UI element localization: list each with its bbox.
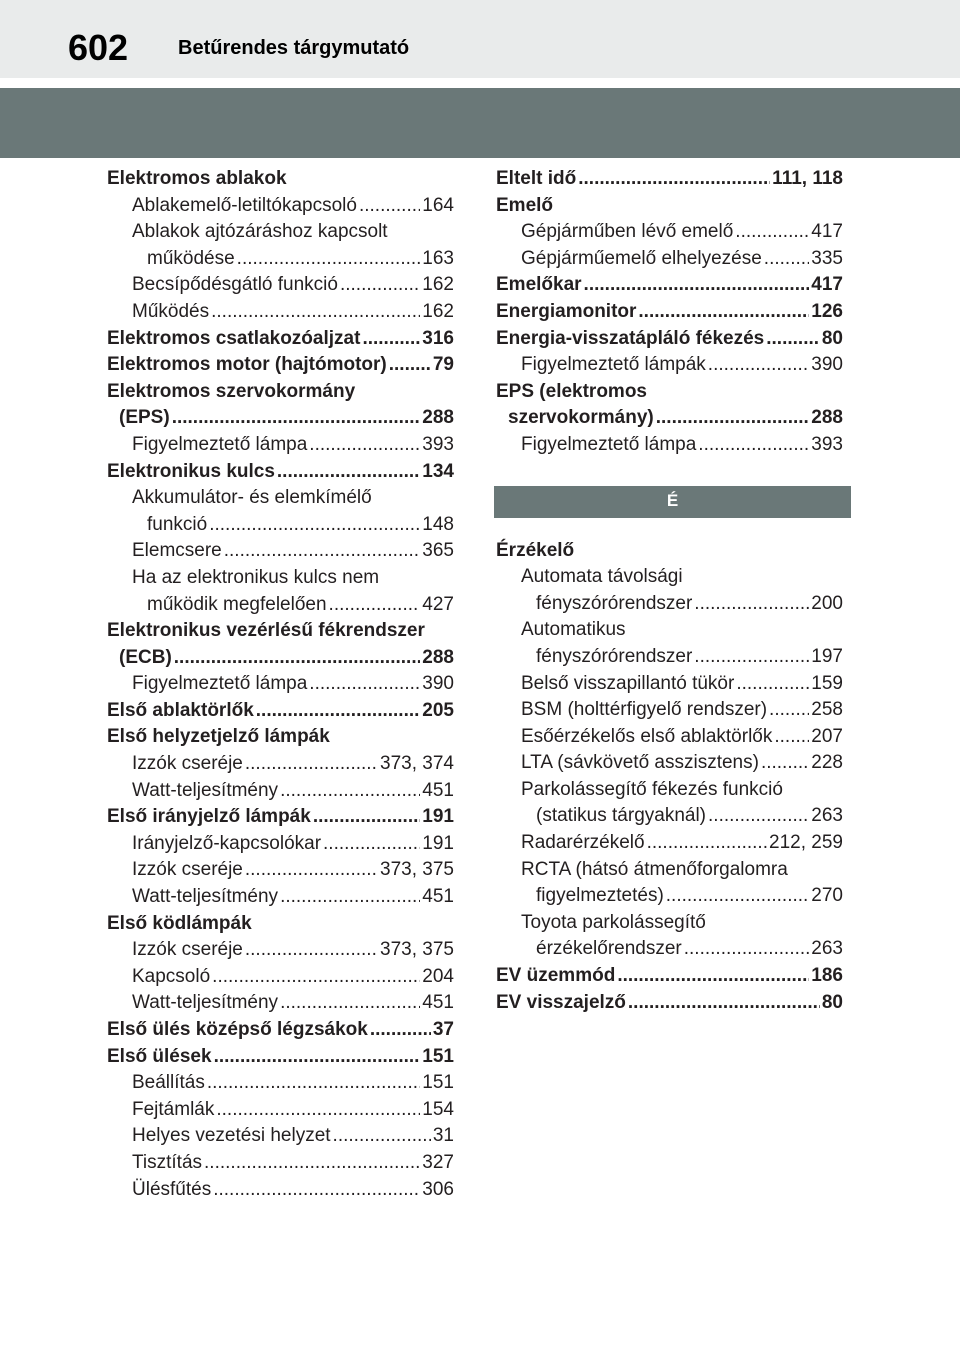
dot-leader (329, 592, 421, 619)
index-entry (496, 671, 843, 698)
index-term: Elektromos szervokormány (107, 380, 356, 402)
page-reference: 373, 375 (380, 859, 454, 881)
dot-leader (617, 963, 809, 990)
dot-leader (638, 299, 809, 326)
section-letter-band: É (494, 486, 851, 518)
index-entry (107, 592, 454, 619)
index-entry (107, 645, 454, 672)
index-term: Irányjelző-kapcsolókar (132, 832, 322, 854)
index-term: Ha az elektronikus kulcs nem (132, 566, 380, 588)
index-entry (496, 883, 843, 910)
index-entry (107, 618, 454, 645)
index-term: Első ködlámpák (107, 912, 252, 934)
index-entry (496, 697, 843, 724)
index-column-right (496, 166, 843, 1016)
dot-leader (774, 724, 809, 751)
dot-leader (224, 538, 421, 565)
dot-leader (209, 512, 420, 539)
index-entry (107, 671, 454, 698)
dot-leader (214, 1044, 421, 1071)
index-term: Automata távolsági (521, 566, 683, 588)
index-term: Helyes vezetési helyzet (132, 1125, 331, 1147)
dot-leader (280, 990, 420, 1017)
page-reference: 393 (811, 433, 843, 455)
page-reference: 417 (811, 221, 843, 243)
page-reference: 191 (422, 832, 454, 854)
index-term: Akkumulátor- és elemkímélő (132, 487, 372, 509)
index-entry (107, 512, 454, 539)
dot-leader (207, 1070, 420, 1097)
dot-leader (216, 1097, 420, 1124)
index-entry (496, 963, 843, 990)
index-entry (496, 591, 843, 618)
page-reference: 451 (422, 779, 454, 801)
page-reference: 270 (811, 885, 843, 907)
index-term: szervokormány) (508, 407, 654, 429)
index-entry (107, 698, 454, 725)
index-entry (107, 299, 454, 326)
page-reference: 263 (811, 938, 843, 960)
index-term: Automatikus (521, 619, 626, 641)
page-reference: 373, 375 (380, 939, 454, 961)
index-term: Figyelmeztető lámpák (521, 354, 706, 376)
dot-leader (237, 246, 421, 273)
page-reference: 263 (811, 805, 843, 827)
index-entry (496, 326, 843, 353)
index-entry (496, 219, 843, 246)
page-reference: 327 (422, 1151, 454, 1173)
index-term: (EPS) (119, 407, 170, 429)
index-term: Figyelmeztető lámpa (521, 433, 697, 455)
index-entry (496, 352, 843, 379)
page-reference: 205 (422, 699, 454, 721)
dot-leader (769, 697, 809, 724)
index-term: Gépjárműben lévő emelő (521, 221, 734, 243)
index-term: Watt-teljesítmény (132, 886, 279, 908)
index-term: Belső visszapillantó tükör (521, 672, 735, 694)
page-reference: 80 (821, 327, 843, 349)
index-entry (107, 1097, 454, 1124)
page-reference: 335 (811, 247, 843, 269)
index-term: Elektronikus kulcs (107, 460, 275, 482)
page-reference: 151 (422, 1045, 454, 1067)
index-entry (107, 352, 454, 379)
index-entry (496, 750, 843, 777)
index-term: Izzók cseréje (132, 939, 243, 961)
index-entry (107, 804, 454, 831)
dot-leader (584, 272, 810, 299)
index-term: BSM (holttérfigyelő rendszer) (521, 699, 768, 721)
index-entry (496, 166, 843, 193)
dot-leader (280, 884, 420, 911)
index-entry (107, 911, 454, 938)
header-band (0, 88, 960, 158)
index-term: Watt-teljesítmény (132, 992, 279, 1014)
index-entry (496, 724, 843, 751)
dot-leader (694, 591, 809, 618)
page-reference: 204 (422, 965, 454, 987)
index-entry (107, 724, 454, 751)
index-term: Elektromos ablakok (107, 168, 287, 189)
index-entry (496, 299, 843, 326)
index-term: fényszórórendszer (536, 592, 693, 614)
dot-leader (333, 1123, 431, 1150)
index-term: EV visszajelző (496, 991, 626, 1013)
index-column-left (107, 166, 454, 1203)
index-term: Ülésfűtés (132, 1178, 212, 1200)
index-term: Működés (132, 300, 210, 322)
dot-leader (656, 405, 810, 432)
dot-leader (578, 166, 770, 193)
index-entry (496, 857, 843, 884)
dot-leader (698, 432, 809, 459)
index-term: Parkolássegítő fékezés funkció (521, 778, 783, 800)
index-entry (107, 751, 454, 778)
index-group-e (496, 166, 843, 459)
dot-leader (766, 326, 820, 353)
page-header (0, 0, 960, 78)
page-reference: 228 (811, 752, 843, 774)
index-entry (107, 379, 454, 406)
index-entry (496, 777, 843, 804)
index-term: Ablakok ajtózáráshoz kapcsolt (132, 221, 388, 243)
index-entry (107, 1017, 454, 1044)
page-reference: 451 (422, 992, 454, 1014)
index-entry (107, 432, 454, 459)
index-entry (496, 936, 843, 963)
index-term: Toyota parkolássegítő (521, 911, 706, 933)
page-reference: 200 (811, 592, 843, 614)
index-term: Becsípődésgátló funkció (132, 274, 338, 296)
page-reference: 390 (811, 354, 843, 376)
page-title: Betűrendes tárgymutató (178, 37, 410, 59)
dot-leader (359, 193, 420, 220)
index-term: Figyelmeztető lámpa (132, 673, 308, 695)
page-reference: 164 (422, 194, 454, 216)
index-term: EPS (elektromos (496, 380, 647, 402)
index-entry (107, 219, 454, 246)
page-reference: 79 (432, 354, 454, 376)
dot-leader (309, 671, 420, 698)
dot-leader (245, 751, 378, 778)
page-reference: 393 (422, 433, 454, 455)
index-term: fényszórórendszer (536, 645, 693, 667)
page-reference: 288 (811, 407, 843, 429)
index-entry (496, 564, 843, 591)
index-term: Fejtámlák (132, 1098, 215, 1120)
index-term: Elektromos motor (hajtómotor) (107, 354, 387, 376)
index-term: Eltelt idő (496, 168, 577, 189)
page-reference: 207 (811, 725, 843, 747)
dot-leader (245, 937, 378, 964)
page-reference: 288 (422, 407, 454, 429)
index-term: Elemcsere (132, 540, 222, 562)
index-entry (496, 193, 843, 220)
index-term: működik megfelelően (147, 593, 327, 615)
index-entry (107, 1177, 454, 1204)
index-group-e-accent (496, 538, 843, 1017)
index-term: Beállítás (132, 1072, 205, 1094)
index-term: Figyelmeztető lámpa (132, 433, 308, 455)
page-reference: 288 (422, 646, 454, 668)
page-reference: 80 (821, 991, 843, 1013)
index-term: Első ülések (107, 1045, 212, 1067)
index-term: Érzékelő (496, 539, 575, 561)
index-entry (496, 272, 843, 299)
dot-leader (684, 936, 810, 963)
dot-leader (174, 645, 421, 672)
page-reference: 316 (422, 327, 454, 349)
index-term: Első ülés középső légzsákok (107, 1019, 368, 1040)
page-reference: 163 (422, 247, 454, 269)
page-reference: 126 (811, 300, 843, 322)
index-term: Radarérzékelő (521, 832, 645, 854)
index-term: működése (147, 247, 235, 269)
page-reference: 134 (422, 460, 454, 482)
index-term: Watt-teljesítmény (132, 779, 279, 801)
dot-leader (340, 272, 420, 299)
dot-leader (280, 778, 420, 805)
dot-leader (736, 671, 809, 698)
dot-leader (764, 246, 810, 273)
dot-leader (647, 830, 767, 857)
index-term: Energiamonitor (496, 300, 637, 322)
index-term: Emelőkar (496, 274, 582, 296)
index-entry (107, 565, 454, 592)
index-term: RCTA (hátsó átmenőforgalomra (521, 858, 788, 880)
page-reference: 191 (422, 806, 454, 828)
dot-leader (761, 750, 809, 777)
page-reference: 162 (422, 300, 454, 322)
page-reference: 197 (811, 645, 843, 667)
page-number: 602 (68, 27, 129, 68)
index-term: Elektromos csatlakozóaljzat (107, 327, 361, 349)
page-reference: 159 (811, 672, 843, 694)
index-entry (496, 644, 843, 671)
index-entry (496, 246, 843, 273)
index-entry (107, 405, 454, 432)
page-reference: 148 (422, 513, 454, 535)
index-entry (496, 617, 843, 644)
index-entry (107, 857, 454, 884)
index-entry (107, 459, 454, 486)
dot-leader (172, 405, 421, 432)
page-reference: 186 (811, 965, 843, 987)
dot-leader (213, 1177, 420, 1204)
page-reference: 451 (422, 886, 454, 908)
index-term: funkció (147, 513, 208, 535)
index-entry (496, 405, 843, 432)
index-entry (107, 964, 454, 991)
index-term: Energia-visszatápláló fékezés (496, 327, 765, 349)
index-entry (496, 910, 843, 937)
index-entry (107, 272, 454, 299)
dot-leader (212, 964, 420, 991)
dot-leader (362, 326, 420, 353)
page-reference: 212, 259 (769, 832, 843, 854)
page-reference: 373, 374 (380, 753, 454, 775)
index-term: Kapcsoló (132, 965, 211, 987)
index-term: (statikus tárgyaknál) (536, 805, 707, 827)
page-reference: 154 (422, 1098, 454, 1120)
index-entry (496, 990, 843, 1017)
index-entry (107, 884, 454, 911)
dot-leader (370, 1017, 431, 1044)
index-entry (107, 193, 454, 220)
index-term: érzékelőrendszer (536, 938, 682, 960)
index-term: (ECB) (119, 646, 172, 668)
index-term: Ablakemelő-letiltókapcsoló (132, 194, 357, 216)
page-reference: 162 (422, 274, 454, 296)
dot-leader (313, 804, 420, 831)
dot-leader (309, 432, 420, 459)
dot-leader (628, 990, 820, 1017)
index-entry (496, 803, 843, 830)
dot-leader (389, 352, 431, 379)
dot-leader (256, 698, 421, 725)
index-term: Esőérzékelős első ablaktörlők (521, 725, 773, 747)
page-reference: 37 (432, 1019, 454, 1040)
dot-leader (735, 219, 809, 246)
dot-leader (694, 644, 809, 671)
index-entry (496, 379, 843, 406)
index-term: Gépjárműemelő elhelyezése (521, 247, 762, 269)
index-entry (107, 778, 454, 805)
page-reference: 427 (422, 593, 454, 615)
index-entry (496, 432, 843, 459)
index-term: Emelő (496, 194, 554, 216)
page-reference: 417 (811, 274, 843, 296)
page-reference: 111, 118 (772, 168, 843, 189)
page-reference: 31 (432, 1125, 454, 1147)
index-term: Elektronikus vezérlésű fékrendszer (107, 620, 425, 642)
index-term: Első ablaktörlők (107, 699, 254, 721)
dot-leader (204, 1150, 420, 1177)
index-entry (107, 1044, 454, 1071)
page-reference: 306 (422, 1178, 454, 1200)
dot-leader (211, 299, 420, 326)
index-entry (107, 538, 454, 565)
page-reference: 151 (422, 1072, 454, 1094)
index-term: Izzók cseréje (132, 753, 243, 775)
dot-leader (708, 803, 809, 830)
page-reference: 258 (811, 699, 843, 721)
index-entry (496, 538, 843, 565)
index-term: figyelmeztetés) (536, 885, 664, 907)
dot-leader (666, 883, 810, 910)
index-term: EV üzemmód (496, 965, 616, 987)
index-entry (496, 830, 843, 857)
index-entry (107, 831, 454, 858)
index-entry (107, 937, 454, 964)
dot-leader (277, 459, 420, 486)
dot-leader (708, 352, 810, 379)
page-reference: 365 (422, 540, 454, 562)
index-entry (107, 246, 454, 273)
index-entry (107, 990, 454, 1017)
dot-leader (245, 857, 378, 884)
index-entry (107, 1123, 454, 1150)
index-term: Izzók cseréje (132, 859, 243, 881)
index-entry (107, 326, 454, 353)
index-term: Tisztítás (132, 1151, 203, 1173)
index-term: Első helyzetjelző lámpák (107, 726, 330, 748)
index-term: Első irányjelző lámpák (107, 806, 311, 828)
dot-leader (323, 831, 420, 858)
index-entry (107, 1150, 454, 1177)
page-reference: 390 (422, 673, 454, 695)
index-entry (107, 166, 454, 193)
index-term: LTA (sávkövető asszisztens) (521, 752, 759, 774)
index-entry (107, 1070, 454, 1097)
index-entry (107, 485, 454, 512)
